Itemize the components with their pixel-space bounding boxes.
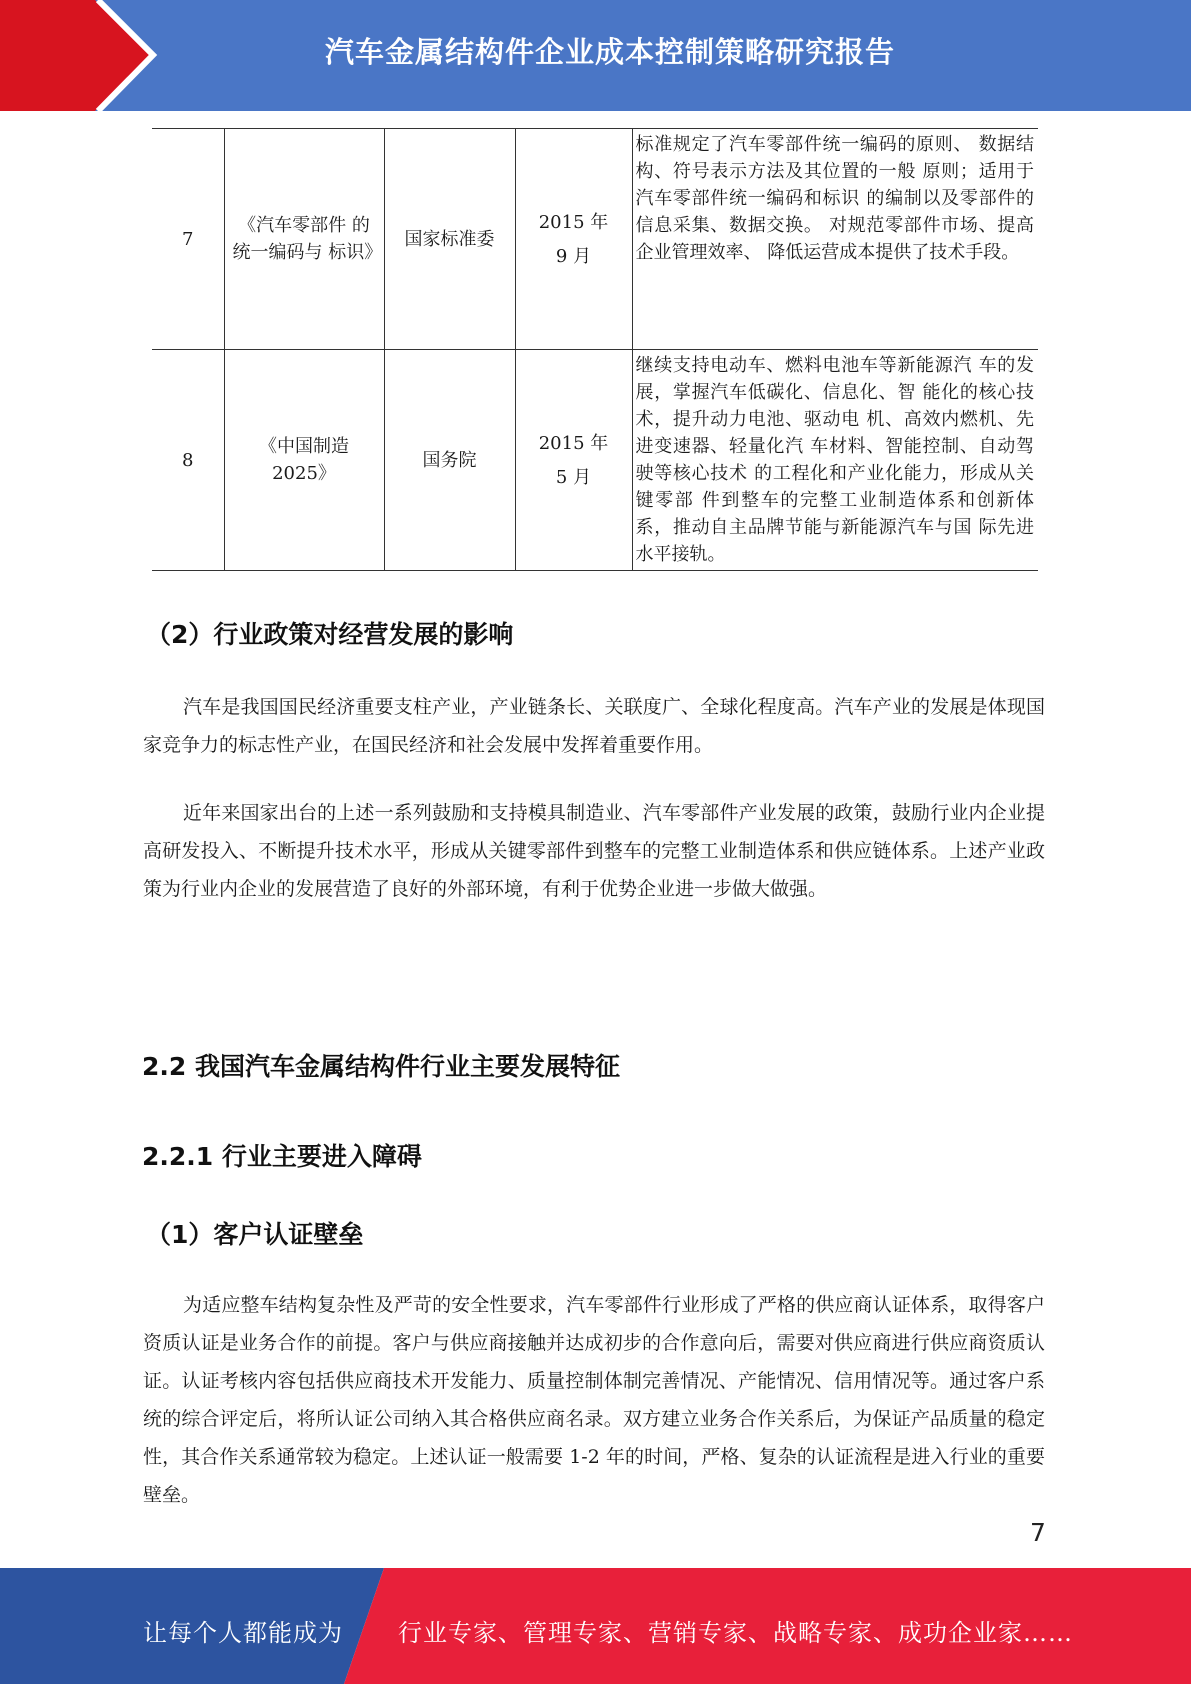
- section-heading-2-2: 2.2 我国汽车金属结构件行业主要发展特征: [142, 1052, 620, 1081]
- red-arrow-shape: [0, 0, 150, 111]
- section-heading-policy-impact: （2）行业政策对经营发展的影响: [146, 620, 514, 649]
- page-footer: [0, 1568, 1191, 1684]
- row-number: 8: [152, 350, 224, 571]
- policy-name: 《汽车零部件 的统一编码与 标识》: [224, 129, 384, 350]
- paragraph: 汽车是我国国民经济重要支柱产业，产业链条长、关联度广、全球化程度高。汽车产业的发展是体现国家竞争力的标志性产业，在国民经济和社会发展中发挥着重要作用。: [143, 696, 1045, 756]
- policy-content: 继续支持电动车、燃料电池车等新能源汽 车的发展，掌握汽车低碳化、信息化、智 能化的核心技术，提升动力电池、驱动电 机、高效内燃机、先进变速器、轻量化汽 车材料、智能控制、自动驾驶等核心技术 的工程化和产业化能力，形成从关键零部 件到整车的完整工业制造体系和创新体 系，推动自主品牌节能与新能源汽车与国 际先进水平接轨。: [632, 350, 1038, 571]
- policy-content: 标准规定了汽车零部件统一编码的原则、 数据结构、符号表示方法及其位置的一般 原则；适用于汽车零部件统一编码和标识 的编制以及零部件的信息采集、数据交换。 对规范零部件市场、提高企业管理效率、 降低运营成本提供了技术手段。: [632, 129, 1038, 350]
- issue-date: [515, 350, 632, 571]
- subsection-heading-2-2-1: 2.2.1 行业主要进入障碍: [142, 1142, 422, 1171]
- issue-date-month: 9 月: [555, 245, 592, 267]
- footer-slogan-left: 让每个人都能成为: [143, 1619, 343, 1647]
- footer-slogan-right: 行业专家、管理专家、营销专家、战略专家、成功企业家……: [398, 1619, 1073, 1647]
- issue-date-month: 5 月: [555, 466, 592, 488]
- paragraph: 为适应整车结构复杂性及严苛的安全性要求，汽车零部件行业形成了严格的供应商认证体系，取得客户资质认证是业务合作的前提。客户与供应商接触并达成初步的合作意向后，需要对供应商进行供应商资质认证。认证考核内容包括供应商技术开发能力、质量控制体制完善情况、产能情况、信用情况等。通过客户系统的综合评定后，将所认证公司纳入其合格供应商名录。双方建立业务合作关系后，为保证产品质量的稳定性，其合作关系通常较为稳定。上述认证一般需要 1-2 年的时间，严格、复杂的认证流程是进入行业的重要壁垒。: [143, 1294, 1045, 1506]
- paragraph: 近年来国家出台的上述一系列鼓励和支持模具制造业、汽车零部件产业发展的政策，鼓励行业内企业提高研发投入、不断提升技术水平，形成从关键零部件到整车的完整工业制造体系和供应链体系。上述产业政策为行业内企业的发展营造了良好的外部环境，有利于优势企业进一步做大做强。: [143, 802, 1045, 900]
- page-header: [0, 0, 1191, 111]
- row-number: 7: [152, 129, 224, 350]
- issuing-authority: 国家标准委: [384, 129, 515, 350]
- issue-date-year: 2015 年: [538, 211, 609, 233]
- issuing-authority: 国务院: [384, 350, 515, 571]
- table-row: [152, 129, 1038, 350]
- table-row: [152, 350, 1038, 571]
- issue-date-year: 2015 年: [538, 432, 609, 454]
- issue-date: [515, 129, 632, 350]
- policy-table: [152, 128, 1038, 571]
- policy-name: 《中国制造 2025》: [224, 350, 384, 571]
- item-heading-customer-certification: （1）客户认证壁垒: [146, 1220, 364, 1249]
- report-title: 汽车金属结构件企业成本控制策略研究报告: [324, 35, 895, 69]
- page-number: 7: [1030, 1518, 1046, 1547]
